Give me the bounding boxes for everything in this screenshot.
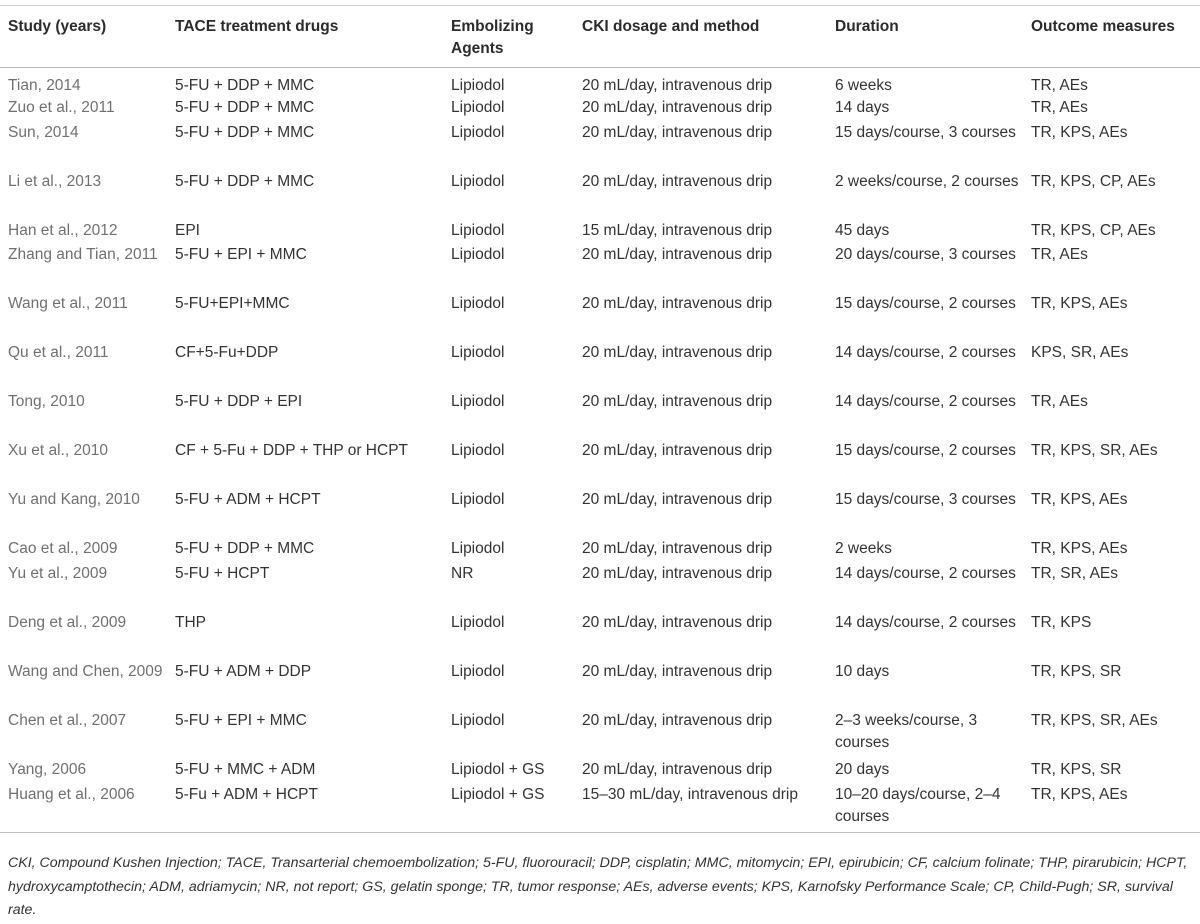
cell-dosage: 20 mL/day, intravenous drip <box>582 246 773 264</box>
table-row <box>0 391 1200 440</box>
cell-study: Xu et al., 2010 <box>8 442 108 460</box>
cell-duration: 14 days/course, 2 courses <box>835 344 1016 362</box>
cell-agents: Lipiodol <box>451 123 505 141</box>
table-row <box>0 122 1200 171</box>
header-study: Study (years) <box>8 18 107 35</box>
cell-dosage: 20 mL/day, intravenous drip <box>582 442 773 460</box>
cell-dosage: 20 mL/day, intravenous drip <box>582 123 773 141</box>
cell-agents: Lipiodol <box>451 442 505 460</box>
cell-drugs: 5-FU + DDP + MMC <box>175 77 315 94</box>
cell-drugs: 5-FU + EPI + MMC <box>175 246 307 264</box>
cell-agents: Lipiodol <box>451 712 505 730</box>
cell-drugs: 5-FU + DDP + MMC <box>175 172 315 190</box>
table-row <box>0 661 1200 710</box>
cell-dosage: 20 mL/day, intravenous drip <box>582 295 773 313</box>
cell-study: Tong, 2010 <box>8 393 85 411</box>
cell-study: Sun, 2014 <box>8 123 79 141</box>
cell-drugs: EPI <box>175 221 200 239</box>
cell-drugs: 5-FU + ADM + DDP <box>175 663 312 681</box>
cell-duration: 15 days/course, 3 courses <box>835 491 1016 509</box>
cell-duration: 2–3 weeks/course, 3 courses <box>835 712 978 752</box>
cell-duration: 15 days/course, 3 courses <box>835 123 1016 141</box>
header-dosage: CKI dosage and method <box>582 18 760 35</box>
cell-study: Cao et al., 2009 <box>8 540 118 558</box>
cell-duration: 14 days <box>835 99 890 117</box>
cell-dosage: 20 mL/day, intravenous drip <box>582 99 773 117</box>
cell-study: Tian, 2014 <box>8 77 81 94</box>
table-row <box>0 538 1200 563</box>
cell-dosage: 20 mL/day, intravenous drip <box>582 344 773 362</box>
cell-study: Zhang and Tian, 2011 <box>8 246 158 264</box>
cell-duration: 14 days/course, 2 courses <box>835 565 1016 583</box>
table-row <box>0 171 1200 220</box>
cell-duration: 6 weeks <box>835 77 892 94</box>
studies-table <box>0 5 1200 833</box>
cell-duration: 45 days <box>835 221 890 239</box>
cell-outcome: TR, KPS, SR, AEs <box>1031 442 1158 460</box>
cell-duration: 10–20 days/course, 2–4 courses <box>835 785 1001 825</box>
cell-outcome: TR, KPS, AEs <box>1031 491 1128 509</box>
cell-outcome: TR, KPS <box>1031 614 1092 632</box>
cell-outcome: TR, SR, AEs <box>1031 565 1118 583</box>
cell-duration: 14 days/course, 2 courses <box>835 614 1016 632</box>
cell-agents: Lipiodol <box>451 540 505 558</box>
cell-study: Huang et al., 2006 <box>8 785 135 803</box>
cell-agents: Lipiodol <box>451 172 505 190</box>
table-row <box>0 440 1200 489</box>
cell-duration: 2 weeks <box>835 540 892 558</box>
cell-dosage: 20 mL/day, intravenous drip <box>582 663 773 681</box>
table-row <box>0 710 1200 759</box>
cell-dosage: 20 mL/day, intravenous drip <box>582 393 773 411</box>
cell-drugs: 5-FU + HCPT <box>175 565 270 583</box>
cell-duration: 20 days <box>835 761 890 779</box>
cell-dosage: 20 mL/day, intravenous drip <box>582 491 773 509</box>
cell-study: Deng et al., 2009 <box>8 614 127 632</box>
cell-outcome: TR, KPS, AEs <box>1031 295 1128 313</box>
cell-study: Han et al., 2012 <box>8 221 118 239</box>
header-outcome: Outcome measures <box>1031 18 1175 35</box>
table-footnote: CKI, Compound Kushen Injection; TACE, Transarterial chemoembolization; 5-FU, fluorouracil; DDP, cisplatin; MMC, mitomycin; EPI, epirubicin; CF, calcium folinate; THP, pirarubicin; HCPT, hydroxycamptothecin; ADM, adriamycin; NR, not report; GS, gelatin sponge; TR, tumor response; AEs, adverse events; KPS, Karnofsky Performance Scale; CP, Child-Pugh; SR, survival rate. <box>8 855 1188 918</box>
cell-drugs: CF+5-Fu+DDP <box>175 344 279 362</box>
table-row <box>0 220 1200 245</box>
cell-agents: Lipiodol <box>451 77 505 94</box>
cell-outcome: TR, KPS, CP, AEs <box>1031 172 1156 190</box>
header-row <box>0 6 1200 68</box>
header-duration: Duration <box>835 18 899 35</box>
cell-drugs: 5-FU+EPI+MMC <box>175 295 290 313</box>
cell-agents: Lipiodol <box>451 295 505 313</box>
table-row <box>0 342 1200 391</box>
cell-agents: Lipiodol <box>451 246 505 264</box>
cell-dosage: 20 mL/day, intravenous drip <box>582 540 773 558</box>
cell-outcome: KPS, SR, AEs <box>1031 344 1129 362</box>
cell-drugs: 5-FU + DDP + MMC <box>175 123 315 141</box>
cell-drugs: 5-FU + MMC + ADM <box>175 761 316 779</box>
cell-drugs: 5-FU + DDP + MMC <box>175 540 315 558</box>
cell-dosage: 15–30 mL/day, intravenous drip <box>582 785 798 803</box>
cell-agents: Lipiodol <box>451 99 505 117</box>
cell-drugs: 5-Fu + ADM + HCPT <box>175 785 318 803</box>
cell-drugs: 5-FU + EPI + MMC <box>175 712 307 730</box>
cell-agents: Lipiodol + GS <box>451 761 545 779</box>
cell-dosage: 20 mL/day, intravenous drip <box>582 565 773 583</box>
cell-agents: Lipiodol <box>451 221 505 239</box>
cell-outcome: TR, KPS, SR <box>1031 761 1122 779</box>
table-header <box>0 6 1200 68</box>
cell-outcome: TR, AEs <box>1031 393 1088 411</box>
header-agents: Embolizing Agents <box>451 18 534 57</box>
table-row <box>0 489 1200 538</box>
cell-dosage: 20 mL/day, intravenous drip <box>582 172 773 190</box>
header-drugs: TACE treatment drugs <box>175 18 339 35</box>
table-row <box>0 759 1200 784</box>
cell-study: Yu and Kang, 2010 <box>8 491 140 509</box>
cell-agents: Lipiodol <box>451 393 505 411</box>
table-row <box>0 563 1200 612</box>
table-row <box>0 784 1200 833</box>
cell-duration: 20 days/course, 3 courses <box>835 246 1016 264</box>
cell-dosage: 20 mL/day, intravenous drip <box>582 614 773 632</box>
cell-outcome: TR, KPS, SR, AEs <box>1031 712 1158 730</box>
cell-drugs: CF + 5-Fu + DDP + THP or HCPT <box>175 442 408 460</box>
cell-study: Yu et al., 2009 <box>8 565 108 583</box>
cell-outcome: TR, KPS, SR <box>1031 663 1122 681</box>
cell-duration: 2 weeks/course, 2 courses <box>835 172 1019 190</box>
table-row <box>0 68 1200 98</box>
cell-drugs: 5-FU + DDP + MMC <box>175 99 315 117</box>
cell-outcome: TR, AEs <box>1031 246 1088 264</box>
cell-drugs: THP <box>175 614 206 632</box>
cell-duration: 15 days/course, 2 courses <box>835 442 1016 460</box>
cell-dosage: 20 mL/day, intravenous drip <box>582 712 773 730</box>
cell-agents: NR <box>451 565 474 583</box>
cell-study: Chen et al., 2007 <box>8 712 127 730</box>
cell-agents: Lipiodol <box>451 491 505 509</box>
cell-agents: Lipiodol <box>451 344 505 362</box>
table-row <box>0 97 1200 122</box>
cell-outcome: TR, KPS, AEs <box>1031 123 1128 141</box>
cell-agents: Lipiodol <box>451 663 505 681</box>
cell-study: Li et al., 2013 <box>8 172 102 190</box>
cell-dosage: 20 mL/day, intravenous drip <box>582 761 773 779</box>
cell-drugs: 5-FU + DDP + EPI <box>175 393 303 411</box>
cell-outcome: TR, AEs <box>1031 99 1088 117</box>
table-row <box>0 612 1200 661</box>
cell-duration: 10 days <box>835 663 890 681</box>
cell-duration: 15 days/course, 2 courses <box>835 295 1016 313</box>
cell-outcome: TR, KPS, AEs <box>1031 785 1128 803</box>
table-row <box>0 244 1200 293</box>
cell-study: Yang, 2006 <box>8 761 87 779</box>
cell-drugs: 5-FU + ADM + HCPT <box>175 491 321 509</box>
cell-duration: 14 days/course, 2 courses <box>835 393 1016 411</box>
cell-study: Wang and Chen, 2009 <box>8 663 163 681</box>
cell-dosage: 20 mL/day, intravenous drip <box>582 77 773 94</box>
cell-dosage: 15 mL/day, intravenous drip <box>582 221 773 239</box>
cell-study: Wang et al., 2011 <box>8 295 128 313</box>
cell-study: Zuo et al., 2011 <box>8 99 115 117</box>
table-row <box>0 293 1200 342</box>
cell-outcome: TR, KPS, CP, AEs <box>1031 221 1156 239</box>
cell-study: Qu et al., 2011 <box>8 344 109 362</box>
cell-outcome: TR, KPS, AEs <box>1031 540 1128 558</box>
table-body <box>0 68 1200 833</box>
cell-agents: Lipiodol + GS <box>451 785 545 803</box>
cell-agents: Lipiodol <box>451 614 505 632</box>
cell-outcome: TR, AEs <box>1031 77 1088 94</box>
